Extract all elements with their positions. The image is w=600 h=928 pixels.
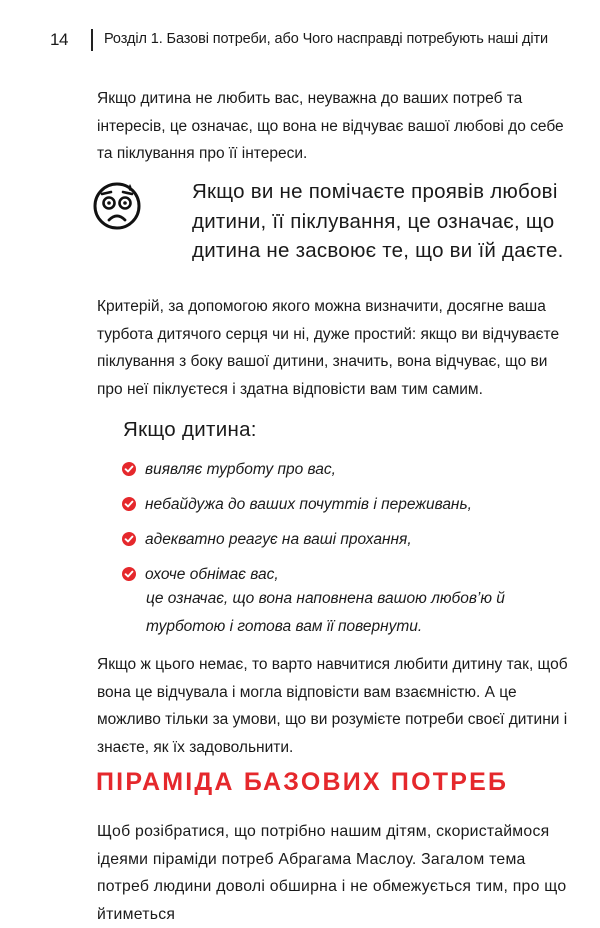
- check-circle-icon: [122, 532, 136, 546]
- section-paragraph: Щоб розібратися, що потрібно нашим дітям, скористаймося ідеями піраміди потреб Абрагама Маслоу. Загалом тема потреб людини доволі обширна і не обмежується тим, про що йтиметься: [97, 823, 567, 923]
- checklist: [122, 459, 582, 599]
- list-item: [122, 459, 582, 494]
- checklist-title: Якщо дитина:: [123, 418, 257, 441]
- followup-paragraph: Якщо ж цього немає, то варто навчитися любити дитину так, щоб вона це відчувала і могла відповісти вам взаємністю. А це можливо тільки за умови, що ви розумієте потреби своєї дитини і знаєте, як їх задовольнити.: [97, 656, 568, 756]
- checklist-conclusion: це означає, що вона наповнена вашою любов’ю й турботою і готова вам її повернути.: [146, 590, 505, 635]
- list-item-text: виявляє турботу про вас,: [145, 461, 336, 478]
- sad-face-icon: [92, 181, 142, 231]
- section-heading: ПІРАМІДА БАЗОВИХ ПОТРЕБ: [96, 768, 509, 796]
- list-item-text: охоче обнімає вас,: [145, 566, 279, 583]
- callout-text: Якщо ви не помічаєте проявів любові дитини, її піклування, це означає, що дитина не засвоює те, що ви їй даєте.: [192, 180, 564, 262]
- list-item-text: адекватно реагує на ваші прохання,: [145, 531, 412, 548]
- page-number: 14: [50, 30, 68, 49]
- check-circle-icon: [122, 497, 136, 511]
- check-circle-icon: [122, 567, 136, 581]
- list-item-text: небайдужа до ваших почуттів і переживань,: [145, 496, 472, 513]
- list-item: [122, 529, 582, 564]
- criterion-paragraph: Критерій, за допомогою якого можна визначити, досягне ваша турбота дитячого серця чи ні, дуже простий: якщо ви відчуваєте піклування з боку вашої дитини, значить, вона відчуває, що ви про неї піклуєтеся і здатна відповісти вам тим самим.: [97, 298, 560, 398]
- running-title: Розділ 1. Базові потреби, або Чого насправді потребують наші діти: [104, 31, 549, 47]
- list-item: [122, 494, 582, 529]
- check-circle-icon: [122, 462, 136, 476]
- intro-paragraph: Якщо дитина не любить вас, неуважна до ваших потреб та інтересів, це означає, що вона не відчуває вашої любові до себе та піклування про її інтереси.: [97, 90, 564, 162]
- header-divider: [91, 29, 93, 51]
